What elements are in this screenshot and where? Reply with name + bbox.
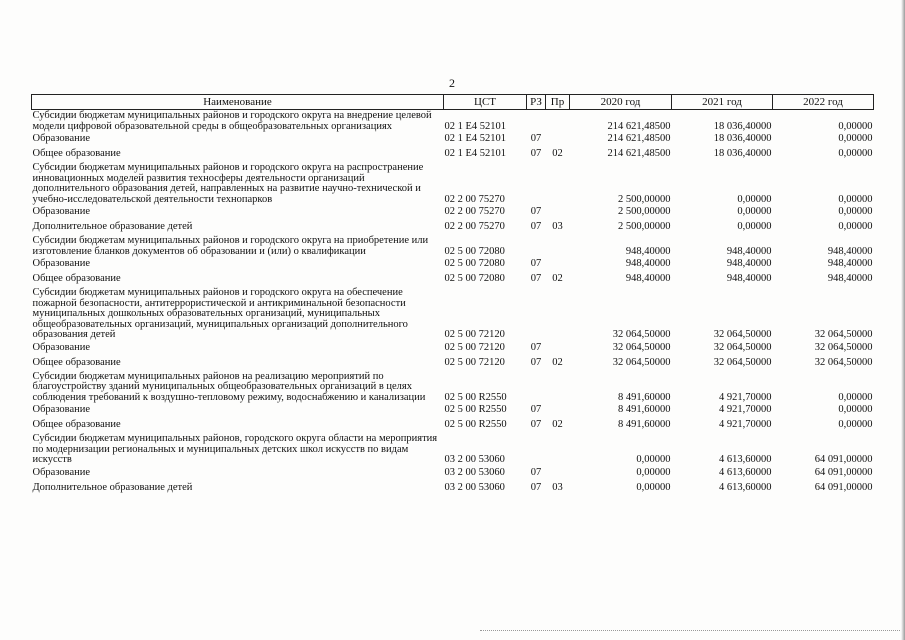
- row-code: 03 2 00 53060: [444, 454, 505, 465]
- table-row: [32, 162, 874, 205]
- row-name: Субсидии бюджетам муниципальных районов и городского округа на обеспечение пожарной безопасности, антитеррористической и антикриминальной безопасности муниципальных дошкольных образовательных организаций, муниципальных общеобразовательных организаций, муниципальных организаций дополнительного образования детей: [32, 287, 408, 340]
- row-rz: 07: [530, 133, 542, 145]
- table-row: [32, 287, 874, 341]
- header-2020: 2020 год: [570, 95, 672, 110]
- table-row: [32, 341, 874, 356]
- row-value-2022: 0,00000: [838, 206, 873, 218]
- row-code: 03 2 00 53060: [444, 481, 505, 493]
- table-row: [32, 132, 874, 147]
- scan-edge: [901, 0, 905, 640]
- table-row: [32, 205, 874, 220]
- table-row: [32, 433, 874, 466]
- row-value-2021: 0,00000: [737, 193, 772, 205]
- row-rz: 07: [530, 466, 542, 478]
- row-pr: 03: [552, 481, 563, 493]
- row-value-2022: 64 091,00000: [814, 481, 873, 493]
- row-code: 02 1 Е4 52101: [444, 133, 507, 145]
- row-code: 02 5 00 R2550: [444, 419, 507, 431]
- row-value-2020: 0,00000: [636, 481, 671, 493]
- row-value-2021: 32 064,50000: [713, 356, 772, 368]
- row-value-2020: 8 491,60000: [618, 419, 671, 431]
- row-value-2022: 0,00000: [838, 148, 873, 160]
- row-value-2022: 0,00000: [838, 133, 873, 145]
- row-value-2020: 2 500,00000: [618, 193, 671, 205]
- table-row: [32, 356, 874, 371]
- row-pr: 03: [552, 221, 563, 233]
- row-rz: 07: [530, 148, 542, 160]
- row-name: Образование: [32, 466, 91, 478]
- row-name: Субсидии бюджетам муниципальных районов на реализацию мероприятий по благоустройству зданий муниципальных общеобразовательных организаций в целях соблюдения требований к воздушно-тепловому режиму, водоснабжению и канализации: [32, 370, 426, 403]
- row-value-2021: 4 921,70000: [719, 404, 772, 416]
- row-value-2022: 948,40000: [827, 245, 873, 257]
- row-code: 02 2 00 75270: [444, 193, 505, 205]
- row-name: Общее образование: [32, 273, 121, 285]
- row-pr: [546, 433, 570, 466]
- row-value-2021: 0,00000: [737, 221, 772, 233]
- row-pr: 02: [552, 273, 563, 285]
- row-pr: 02: [552, 419, 563, 431]
- row-value-2020: 8 491,60000: [618, 404, 671, 416]
- row-name: Дополнительное образование детей: [32, 481, 193, 493]
- row-pr: [546, 235, 570, 257]
- row-name: Образование: [32, 404, 91, 416]
- row-rz: [527, 110, 546, 133]
- table-row: [32, 466, 874, 481]
- row-name: Субсидии бюджетам муниципальных районов и городского округа на приобретение или изготовление бланков документов об образовании и (или) о квалификации: [32, 235, 429, 257]
- row-rz: 07: [530, 341, 542, 353]
- row-value-2021: 18 036,40000: [713, 133, 772, 145]
- row-value-2021: 4 613,60000: [719, 481, 772, 493]
- row-rz: 07: [530, 356, 542, 368]
- row-rz: 07: [530, 258, 542, 270]
- row-name: Субсидии бюджетам муниципальных районов и городского округа на внедрение целевой модели цифровой образовательной среды в общеобразовательных организациях: [32, 110, 432, 132]
- row-value-2021: 4 921,70000: [719, 391, 772, 403]
- row-code: 03 2 00 53060: [444, 466, 505, 478]
- row-pr: [546, 341, 570, 356]
- table-row: [32, 272, 874, 287]
- row-name: Общее образование: [32, 148, 121, 160]
- row-pr: [546, 162, 570, 205]
- row-name: Образование: [32, 133, 91, 145]
- row-value-2020: 8 491,60000: [618, 391, 671, 403]
- row-value-2021: 0,00000: [737, 206, 772, 218]
- row-value-2022: 32 064,50000: [814, 341, 873, 353]
- row-code: 02 1 Е4 52101: [444, 120, 507, 132]
- row-rz: 07: [530, 206, 542, 218]
- row-code: 02 5 00 72120: [444, 329, 505, 340]
- row-value-2020: 214 621,48500: [607, 148, 671, 160]
- row-pr: 02: [552, 356, 563, 368]
- row-rz: 07: [530, 419, 542, 431]
- row-pr: [546, 132, 570, 147]
- row-rz: 07: [530, 221, 542, 233]
- header-name: Наименование: [32, 95, 444, 110]
- row-value-2020: 948,40000: [625, 245, 671, 257]
- table-row: [32, 418, 874, 433]
- row-value-2022: 948,40000: [827, 258, 873, 270]
- row-value-2020: 32 064,50000: [612, 356, 671, 368]
- row-value-2020: 214 621,48500: [607, 120, 671, 132]
- header-rz: РЗ: [527, 95, 546, 110]
- row-value-2021: 948,40000: [726, 245, 772, 257]
- row-value-2020: 214 621,48500: [607, 133, 671, 145]
- row-pr: [546, 403, 570, 418]
- row-pr: [546, 466, 570, 481]
- row-code: 02 2 00 75270: [444, 221, 505, 233]
- row-name: Субсидии бюджетам муниципальных районов, городского округа области на мероприятия по модернизации региональных и муниципальных детских школ искусств по видам искусств: [32, 433, 438, 465]
- row-value-2021: 32 064,50000: [713, 329, 772, 340]
- row-value-2022: 0,00000: [838, 193, 873, 205]
- table-row: [32, 235, 874, 257]
- row-value-2022: 64 091,00000: [814, 466, 873, 478]
- row-pr: [546, 371, 570, 404]
- row-value-2022: 32 064,50000: [814, 356, 873, 368]
- row-code: 02 5 00 72120: [444, 356, 505, 368]
- row-code: 02 5 00 72080: [444, 273, 505, 285]
- row-rz: [527, 371, 546, 404]
- row-code: 02 1 Е4 52101: [444, 148, 507, 160]
- header-code: ЦСТ: [444, 95, 527, 110]
- table-row: [32, 257, 874, 272]
- row-value-2021: 4 613,60000: [719, 454, 772, 465]
- page-number: 2: [449, 76, 455, 90]
- scan-marks: [480, 630, 900, 635]
- row-value-2022: 0,00000: [838, 391, 873, 403]
- row-value-2022: 0,00000: [838, 221, 873, 233]
- row-value-2021: 18 036,40000: [713, 148, 772, 160]
- table-body: [32, 110, 874, 496]
- row-value-2021: 4 921,70000: [719, 419, 772, 431]
- row-value-2020: 948,40000: [625, 273, 671, 285]
- row-name: Дополнительное образование детей: [32, 221, 193, 233]
- row-value-2020: 2 500,00000: [618, 206, 671, 218]
- header-pr: Пр: [546, 95, 570, 110]
- row-code: 02 5 00 72120: [444, 341, 505, 353]
- row-value-2020: 2 500,00000: [618, 221, 671, 233]
- row-value-2020: 948,40000: [625, 258, 671, 270]
- row-pr: [546, 257, 570, 272]
- row-code: 02 2 00 75270: [444, 206, 505, 218]
- row-pr: 02: [552, 148, 563, 160]
- row-value-2021: 18 036,40000: [713, 120, 772, 132]
- table-row: [32, 220, 874, 235]
- table-row: [32, 403, 874, 418]
- row-value-2022: 32 064,50000: [814, 329, 873, 340]
- row-name: Образование: [32, 206, 91, 218]
- row-value-2022: 0,00000: [838, 419, 873, 431]
- row-value-2022: 0,00000: [838, 404, 873, 416]
- row-name: Общее образование: [32, 419, 121, 431]
- row-value-2021: 4 613,60000: [719, 466, 772, 478]
- row-rz: 07: [530, 404, 542, 416]
- row-code: 02 5 00 R2550: [444, 391, 507, 403]
- row-pr: [546, 110, 570, 133]
- row-code: 02 5 00 72080: [444, 258, 505, 270]
- row-rz: [527, 287, 546, 341]
- row-name: Субсидии бюджетам муниципальных районов и городского округа на распространение инновационных моделей развития техносферы деятельности организаций дополнительного образования детей, направленных на развитие научно-технической и учебно-исследовательской деятельности технопарков: [32, 162, 424, 205]
- table-row: [32, 371, 874, 404]
- row-code: 02 5 00 72080: [444, 245, 505, 257]
- row-code: 02 5 00 R2550: [444, 404, 507, 416]
- row-name: Образование: [32, 258, 91, 270]
- row-value-2021: 948,40000: [726, 273, 772, 285]
- row-rz: [527, 162, 546, 205]
- row-value-2021: 32 064,50000: [713, 341, 772, 353]
- header-2022: 2022 год: [773, 95, 874, 110]
- table-header-row: [32, 95, 874, 110]
- row-name: Образование: [32, 341, 91, 353]
- row-pr: [546, 287, 570, 341]
- header-2021: 2021 год: [672, 95, 773, 110]
- row-rz: 07: [530, 481, 542, 493]
- row-value-2021: 948,40000: [726, 258, 772, 270]
- table-row: [32, 147, 874, 162]
- row-value-2020: 0,00000: [636, 454, 671, 465]
- row-pr: [546, 205, 570, 220]
- row-rz: 07: [530, 273, 542, 285]
- row-value-2022: 64 091,00000: [814, 454, 873, 465]
- row-rz: [527, 235, 546, 257]
- table-row: [32, 481, 874, 496]
- row-value-2020: 32 064,50000: [612, 329, 671, 340]
- table-row: [32, 110, 874, 133]
- row-value-2020: 32 064,50000: [612, 341, 671, 353]
- row-value-2020: 0,00000: [636, 466, 671, 478]
- row-rz: [527, 433, 546, 466]
- budget-table: [31, 94, 874, 496]
- row-name: Общее образование: [32, 356, 121, 368]
- row-value-2022: 948,40000: [827, 273, 873, 285]
- row-value-2022: 0,00000: [838, 120, 873, 132]
